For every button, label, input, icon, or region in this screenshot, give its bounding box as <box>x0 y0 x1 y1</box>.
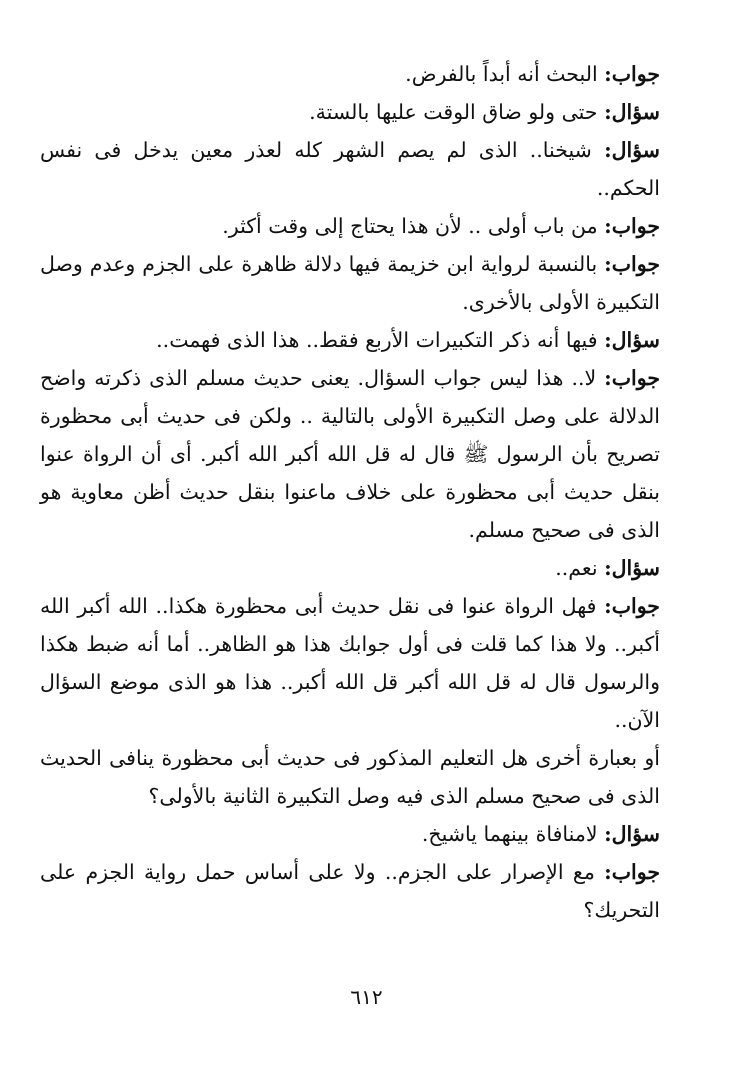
speaker-label: سؤال: <box>604 100 660 124</box>
paragraph-4 <box>40 207 688 245</box>
paragraph-7 <box>40 359 688 549</box>
paragraph-text: فيها أنه ذكر التكبيرات الأربع فقط.. هذا الذى فهمت.. <box>156 328 598 352</box>
paragraph-text: لامنافاة بينهما ياشيخ. <box>421 822 598 846</box>
paragraph-5 <box>40 245 688 321</box>
speaker-label: جواب: <box>604 214 660 238</box>
paragraph-text: البحث أنه أبداً بالفرض. <box>405 62 598 86</box>
speaker-label: جواب: <box>604 366 660 390</box>
paragraph-1 <box>40 55 688 93</box>
speaker-label: سؤال: <box>604 328 660 352</box>
speaker-label: سؤال: <box>604 138 660 162</box>
paragraph-10 <box>40 739 688 815</box>
paragraph-11 <box>40 815 688 853</box>
paragraph-9 <box>40 587 688 739</box>
paragraph-text: من باب أولى .. لأن هذا يحتاج إلى وقت أكثر. <box>222 214 598 238</box>
page-number: ٦١٢ <box>350 985 383 1009</box>
speaker-label: جواب: <box>604 62 660 86</box>
page-body <box>40 55 688 929</box>
paragraph-text: أو بعبارة أخرى هل التعليم المذكور فى حديث أبى محظورة ينافى الحديث الذى فى صحيح مسلم الذى فيه وصل التكبيرة الثانية بالأولى؟ <box>40 746 660 808</box>
paragraph-text: حتى ولو ضاق الوقت عليها بالستة. <box>309 100 598 124</box>
paragraph-text: مع الإصرار على الجزم.. ولا على أساس حمل رواية الجزم على التحريك؟ <box>40 860 660 922</box>
paragraph-8 <box>40 549 688 587</box>
paragraph-6 <box>40 321 688 359</box>
paragraph-text: بالنسبة لرواية ابن خزيمة فيها دلالة ظاهرة على الجزم وعدم وصل التكبيرة الأولى بالأخرى. <box>40 252 660 314</box>
paragraph-text: نعم.. <box>555 556 598 580</box>
paragraph-text: شيخنا.. الذى لم يصم الشهر كله لعذر معين يدخل فى نفس الحكم.. <box>40 138 660 200</box>
paragraph-3 <box>40 131 688 207</box>
paragraph-2 <box>40 93 688 131</box>
speaker-label: سؤال: <box>604 556 660 580</box>
speaker-label: جواب: <box>604 594 660 618</box>
speaker-label: جواب: <box>604 252 660 276</box>
speaker-label: سؤال: <box>604 822 660 846</box>
paragraph-12 <box>40 853 688 929</box>
paragraph-text: فهل الرواة عنوا فى نقل حديث أبى محظورة هكذا.. الله أكبر الله أكبر.. ولا هذا كما قلت فى أول جوابك هذا هو الظاهر.. أما أنه ضبط هكذا والرسول قال له قل الله أكبر قل الله أكبر.. هذا هو الذى موضع السؤال الآن.. <box>40 594 660 732</box>
paragraph-text: لا.. هذا ليس جواب السؤال. يعنى حديث مسلم الذى ذكرته واضح الدلالة على وصل التكبيرة الأولى بالتالية .. ولكن فى حديث أبى محظورة تصريح بأن الرسول ﷺ قال له قل الله أكبر الله أكبر. أى أن الرواة عنوا بنقل حديث أبى محظورة على خلاف ماعنوا بنقل حديث أظن معاوية هو الذى فى صحيح مسلم. <box>40 366 660 542</box>
speaker-label: جواب: <box>604 860 660 884</box>
